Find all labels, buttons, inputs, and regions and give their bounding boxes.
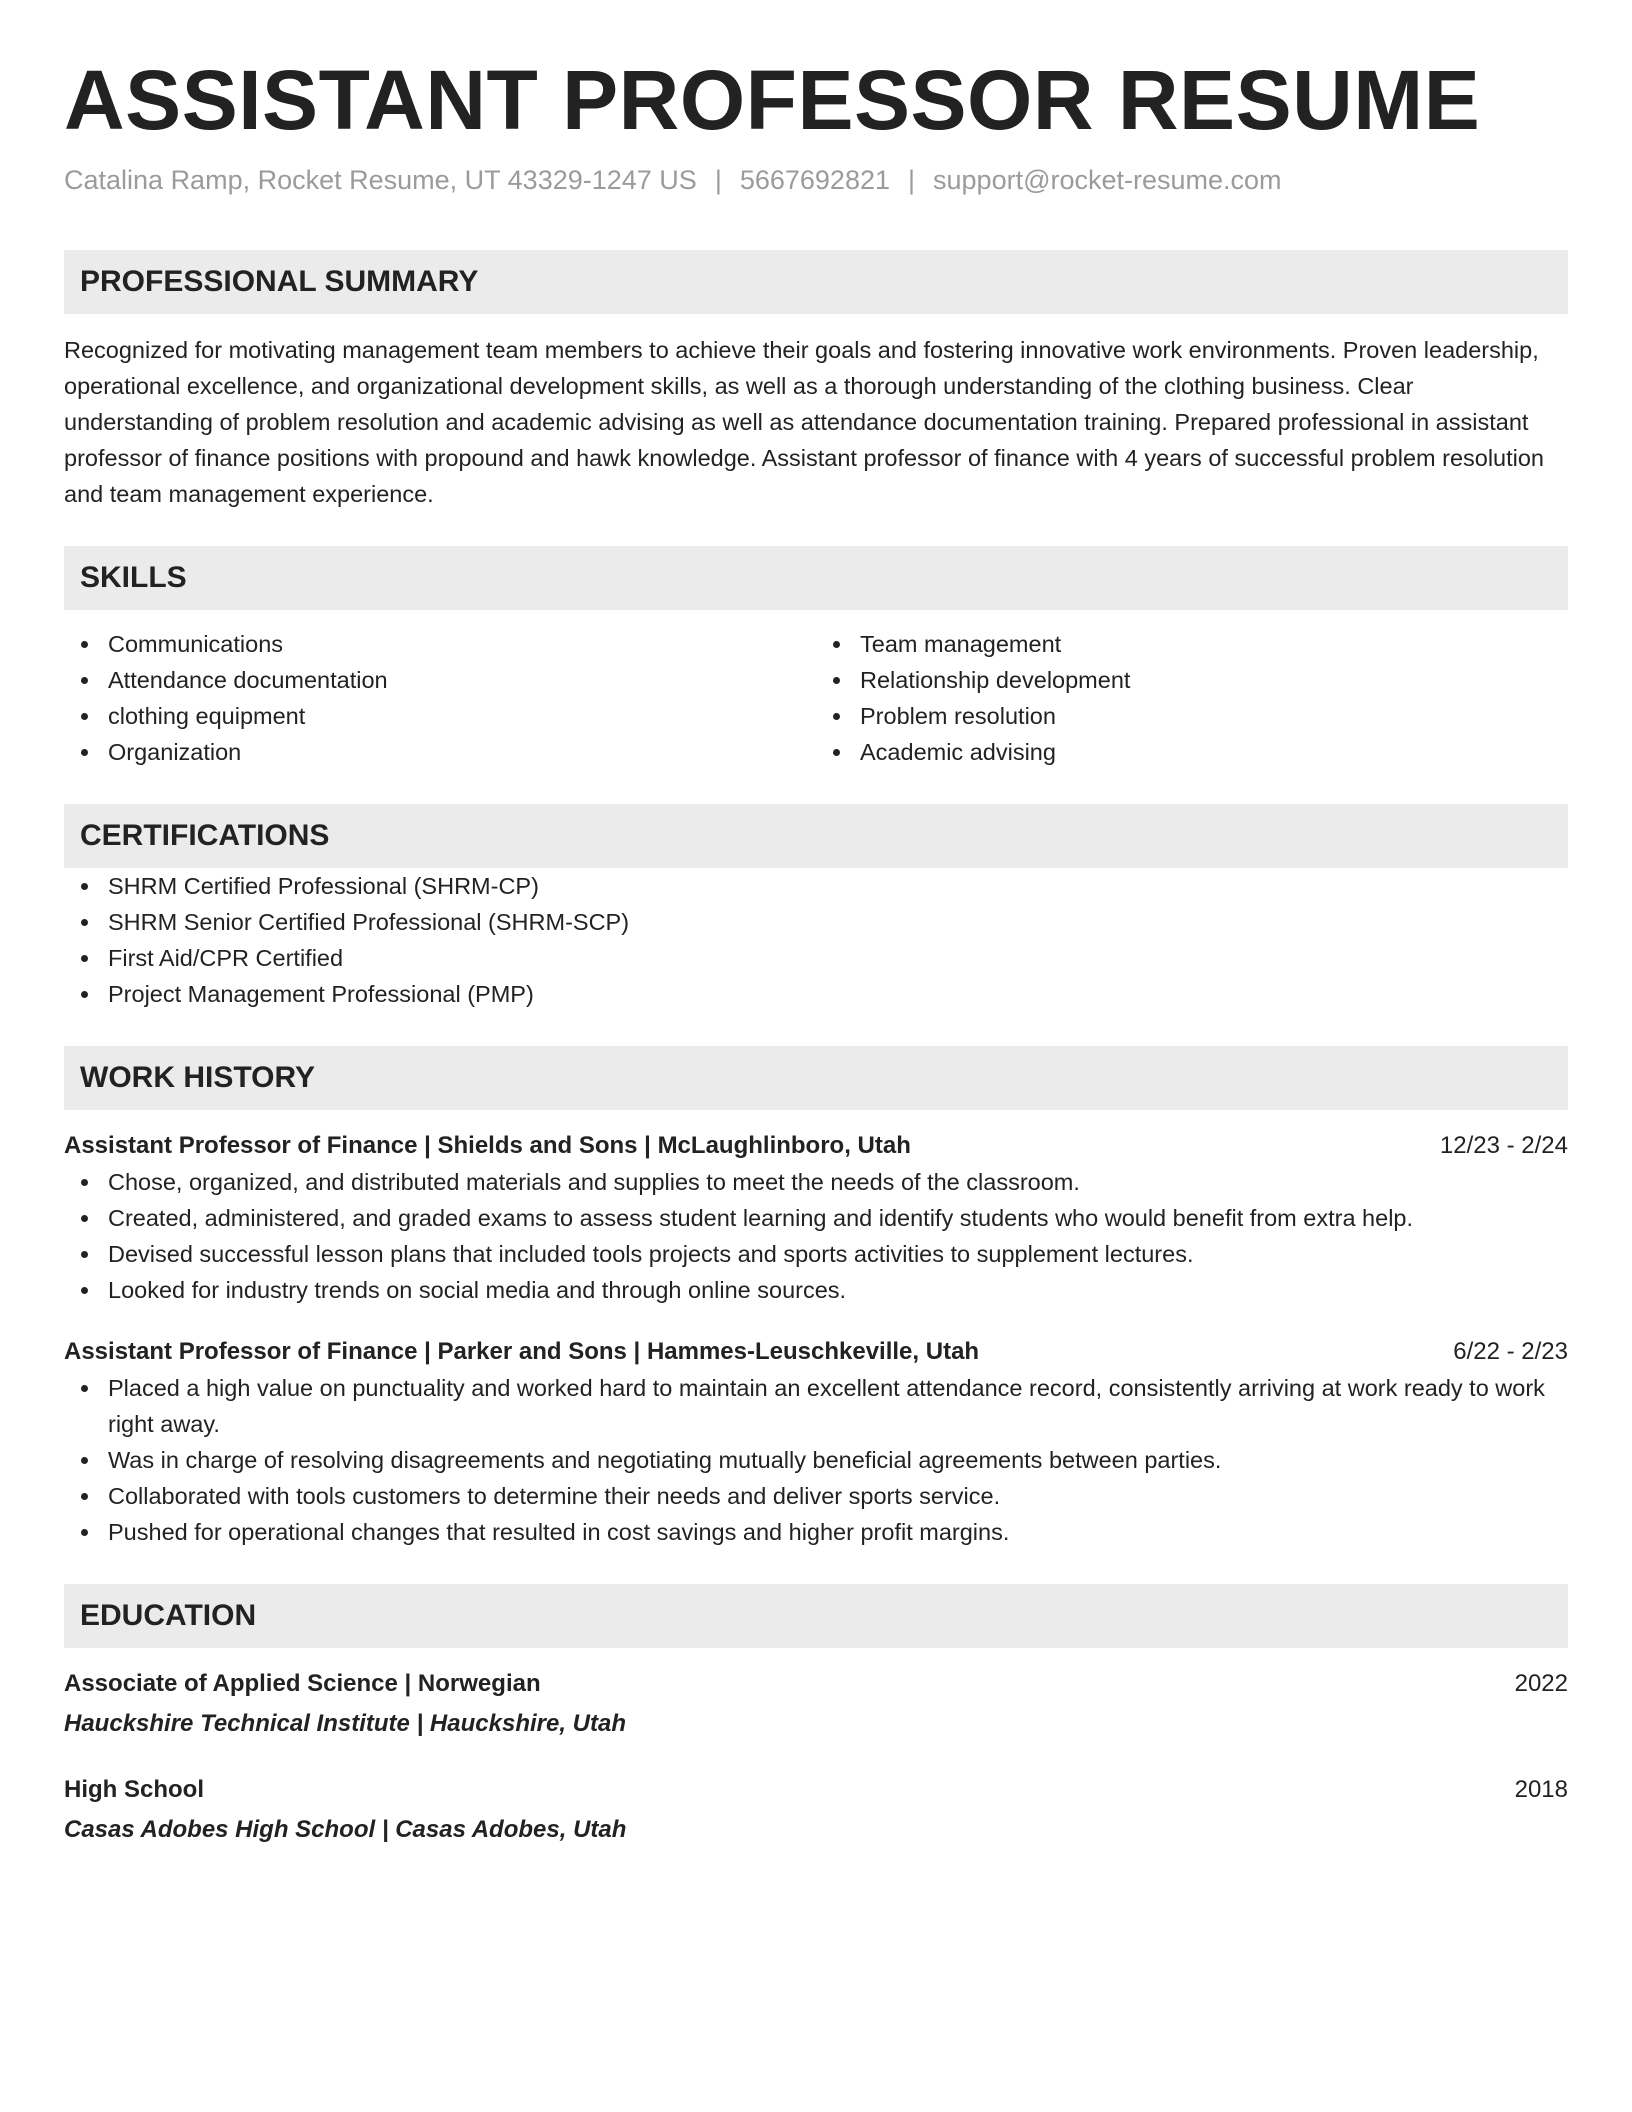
job-duty: Collaborated with tools customers to determine their needs and deliver sports service. xyxy=(108,1478,1568,1514)
job-dates: 12/23 - 2/24 xyxy=(1439,1131,1568,1159)
bullet-icon xyxy=(81,991,88,998)
education-section xyxy=(64,1584,1568,1848)
bullet-icon xyxy=(81,677,88,684)
skill-item: Relationship development xyxy=(860,662,1568,698)
bullet-icon xyxy=(81,883,88,890)
bullet-icon xyxy=(81,919,88,926)
bullet-icon xyxy=(81,713,88,720)
bullet-icon xyxy=(81,955,88,962)
education-entry xyxy=(64,1772,1568,1848)
education-year: 2022 xyxy=(1514,1669,1568,1697)
job-title: Assistant Professor of Finance | Parker and Sons | Hammes-Leuschkeville, Utah xyxy=(64,1337,980,1365)
bullet-icon xyxy=(81,1385,88,1392)
bullet-icon xyxy=(81,1179,88,1186)
job-dates: 6/22 - 2/23 xyxy=(1453,1337,1568,1365)
summary-section xyxy=(64,250,1568,512)
job-entry xyxy=(64,1128,1568,1308)
job-duties-list xyxy=(64,1164,1568,1308)
contact-address: Catalina Ramp, Rocket Resume, UT 43329-1247 US xyxy=(64,164,697,195)
skills-grid xyxy=(64,626,1568,770)
education-year: 2018 xyxy=(1514,1775,1568,1803)
certification-item: First Aid/CPR Certified xyxy=(108,940,1568,976)
job-duty: Created, administered, and graded exams to assess student learning and identify students who would benefit from extra help. xyxy=(108,1200,1568,1236)
education-header xyxy=(64,1666,1568,1702)
skill-item: clothing equipment xyxy=(108,698,816,734)
skill-item: Communications xyxy=(108,626,816,662)
job-entry xyxy=(64,1334,1568,1550)
certification-item: Project Management Professional (PMP) xyxy=(108,976,1568,1012)
job-duty: Looked for industry trends on social media and through online sources. xyxy=(108,1272,1568,1308)
bullet-icon xyxy=(81,1215,88,1222)
job-duty: Placed a high value on punctuality and worked hard to maintain an excellent attendance record, consistently arriving at work ready to work right away. xyxy=(108,1370,1568,1442)
education-header xyxy=(64,1772,1568,1808)
certifications-heading: CERTIFICATIONS xyxy=(64,804,1568,868)
bullet-icon xyxy=(81,1287,88,1294)
skills-column-right xyxy=(816,626,1568,770)
contact-line xyxy=(64,163,1568,198)
work-history-section xyxy=(64,1046,1568,1550)
job-duty: Pushed for operational changes that resulted in cost savings and higher profit margins. xyxy=(108,1514,1568,1550)
bullet-icon xyxy=(833,749,840,756)
education-school: Hauckshire Technical Institute | Hauckshire, Utah xyxy=(64,1709,626,1737)
bullet-icon xyxy=(833,677,840,684)
contact-separator: | xyxy=(908,164,916,195)
resume-title: ASSISTANT PROFESSOR RESUME xyxy=(64,53,1481,147)
job-duty: Devised successful lesson plans that included tools projects and sports activities to supplement lectures. xyxy=(108,1236,1568,1272)
contact-phone: 5667692821 xyxy=(739,164,890,195)
skill-item: Attendance documentation xyxy=(108,662,816,698)
certification-item: SHRM Senior Certified Professional (SHRM-SCP) xyxy=(108,904,1568,940)
summary-heading: PROFESSIONAL SUMMARY xyxy=(64,250,1568,314)
bullet-icon xyxy=(833,641,840,648)
job-title: Assistant Professor of Finance | Shields and Sons | McLaughlinboro, Utah xyxy=(64,1131,911,1159)
bullet-icon xyxy=(81,1457,88,1464)
skills-list-left xyxy=(64,626,816,770)
certifications-list xyxy=(64,868,1568,1012)
job-duty: Chose, organized, and distributed materials and supplies to meet the needs of the classroom. xyxy=(108,1164,1568,1200)
bullet-icon xyxy=(833,713,840,720)
skills-list-right xyxy=(816,626,1568,770)
bullet-icon xyxy=(81,1529,88,1536)
bullet-icon xyxy=(81,1493,88,1500)
skill-item: Academic advising xyxy=(860,734,1568,770)
education-entry xyxy=(64,1666,1568,1742)
work-history-heading: WORK HISTORY xyxy=(64,1046,1568,1110)
skill-item: Team management xyxy=(860,626,1568,662)
skill-item: Problem resolution xyxy=(860,698,1568,734)
job-header xyxy=(64,1334,1568,1370)
education-heading: EDUCATION xyxy=(64,1584,1568,1648)
skill-item: Organization xyxy=(108,734,816,770)
education-degree: High School xyxy=(64,1775,204,1803)
bullet-icon xyxy=(81,1251,88,1258)
education-degree: Associate of Applied Science | Norwegian xyxy=(64,1669,541,1697)
job-header xyxy=(64,1128,1568,1164)
job-duties-list xyxy=(64,1370,1568,1550)
summary-text: Recognized for motivating management team members to achieve their goals and fostering innovative work environments. Proven leadership, operational excellence, and organizational development skills, as well as a thorough understanding of the clothing business. Clear understanding of problem resolution and academic advising as well as attendance documentation training. Prepared professional in assistant professor of finance positions with propound and hawk knowledge. Assistant professor of finance with 4 years of successful problem resolution and team management experience. xyxy=(64,336,1545,507)
skills-column-left xyxy=(64,626,816,770)
job-duty: Was in charge of resolving disagreements and negotiating mutually beneficial agreements between parties. xyxy=(108,1442,1568,1478)
bullet-icon xyxy=(81,641,88,648)
certifications-section xyxy=(64,804,1568,1012)
skills-section xyxy=(64,546,1568,770)
certification-item: SHRM Certified Professional (SHRM-CP) xyxy=(108,868,1568,904)
education-school: Casas Adobes High School | Casas Adobes, Utah xyxy=(64,1815,627,1843)
skills-heading: SKILLS xyxy=(64,546,1568,610)
contact-email: support@rocket-resume.com xyxy=(933,164,1282,195)
bullet-icon xyxy=(81,749,88,756)
contact-separator: | xyxy=(714,164,722,195)
